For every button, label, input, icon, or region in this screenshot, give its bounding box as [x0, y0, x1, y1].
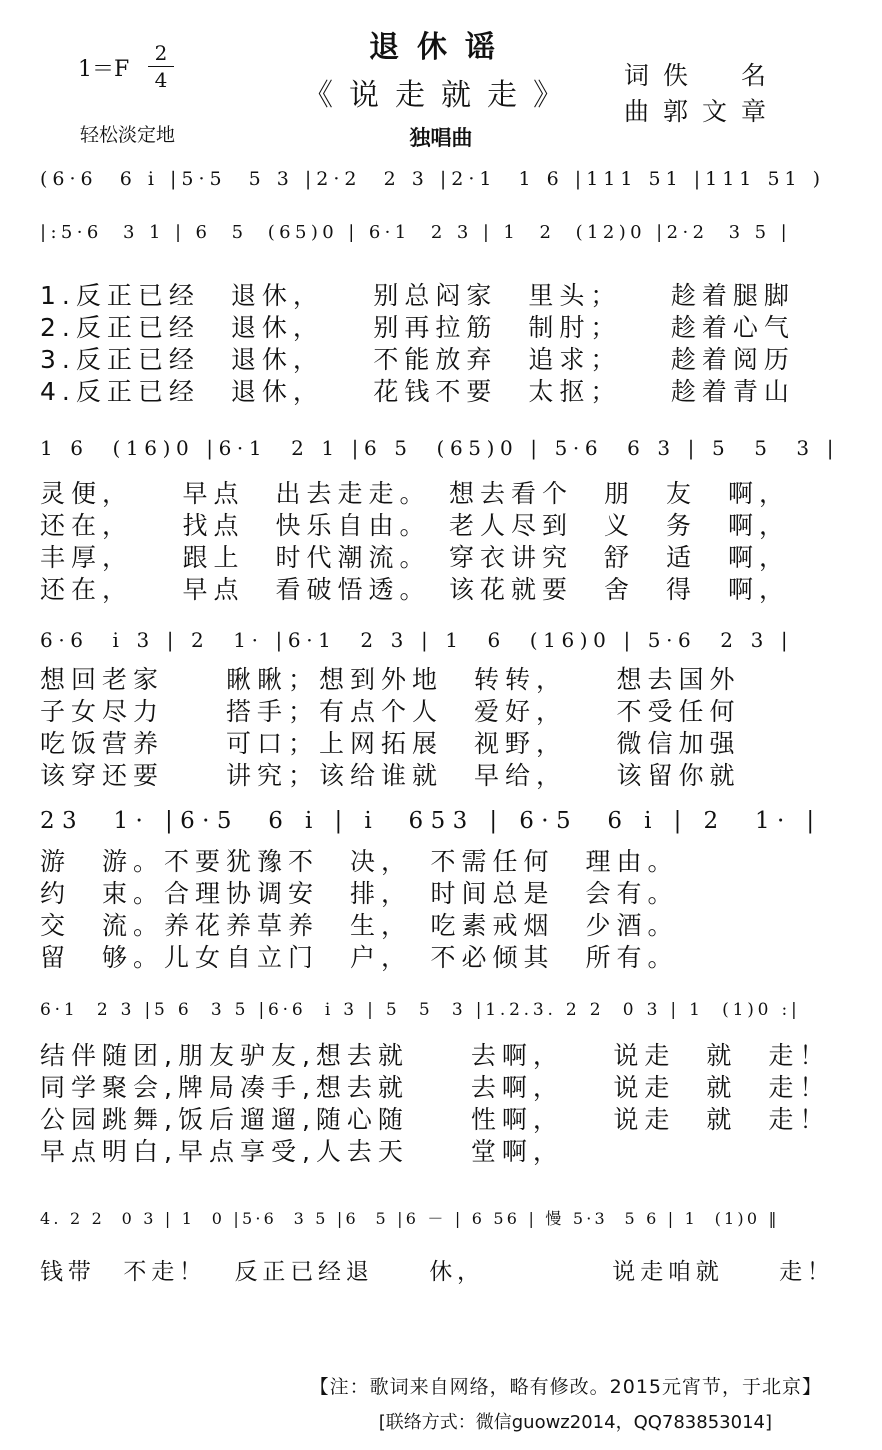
lyrics-block: [40, 478, 845, 606]
tempo-marking: 轻松淡定地: [80, 124, 176, 146]
lyrics-block: [40, 846, 845, 974]
time-signature-top: 2: [154, 41, 168, 65]
song-subtitle: 《说走就走》: [303, 78, 579, 113]
lyrics-block: [40, 280, 845, 408]
notation-line: 4. 2 2 0 3 | 1 0 |5·6 3 5 |6 5 |6 － | 6 56 | 慢 5·3 5 6 | 1 (1)0 ‖: [40, 1209, 780, 1228]
time-signature-bottom: 4: [148, 66, 174, 93]
notation-line: 6·6 i 3 | 2 1· |6·1 2 3 | 1 6 (16)0 | 5·6 2 3 |: [40, 628, 794, 652]
lyric-verse-2: 同学聚会,牌局凑手,想去就 去啊， 说走 就 走！: [40, 1073, 831, 1102]
lyric-verse-3: 吃饭营养 可口；上网拓展 视野， 微信加强: [40, 729, 741, 758]
notation-line: 23 1· |6·5 6 i | i 653 | 6·5 6 i | 2 1· |: [40, 808, 822, 834]
lyric-verse-1: 游 游。不要犹豫不 决， 不需任何 理由。: [40, 847, 679, 876]
notation-line: (6·6 6 i |5·5 5 3 |2·2 2 3 |2·1 1 6 |111 51 |111 51 ): [40, 168, 826, 190]
composer-credit: 曲郭文章: [624, 97, 781, 126]
lyric-verse-2: 2.反正已经 退休， 别再拉筋 制肘； 趁着心气: [40, 313, 795, 342]
lyrics-block: [40, 1040, 845, 1168]
lyric-verse-1: 结伴随团,朋友驴友,想去就 去啊， 说走 就 走！: [40, 1041, 831, 1070]
lyric-verse-4: 早点明白,早点享受,人去天 堂啊，: [40, 1137, 564, 1166]
lyric-verse-2: 子女尽力 搭手；有点个人 爱好， 不受任何: [40, 697, 741, 726]
lyric-verse-3: 丰厚， 跟上 时代潮流。 穿衣讲究 舒 适 啊，: [40, 543, 791, 572]
song-type: 独唱曲: [409, 126, 473, 150]
lyricist-credit: 词佚 名: [624, 61, 781, 90]
lyric-verse-1: 想回老家 瞅瞅；想到外地 转转， 想去国外: [40, 665, 741, 694]
lyric-verse-4: 留 够。儿女自立门 户， 不必倾其 所有。: [40, 943, 679, 972]
lyric-verse-3: 交 流。养花养草养 生， 吃素戒烟 少酒。: [40, 911, 679, 940]
lyric-verse-3: 公园跳舞,饭后遛遛,随心随 性啊， 说走 就 走！: [40, 1105, 831, 1134]
song-title: 退休谣: [369, 30, 513, 65]
lyric-verse-4: 该穿还要 讲究；该给谁就 早给， 该留你就: [40, 761, 741, 790]
notation-line: |:5·6 3 1 | 6 5 (65)0 | 6·1 2 3 | 1 2 (12)0 |2·2 3 5 |: [40, 222, 792, 243]
lyric-verse-4: 还在， 早点 看破悟透。 该花就要 舍 得 啊，: [40, 575, 791, 604]
lyric-verse-1: 1.反正已经 退休， 别总闷家 里头； 趁着腿脚: [40, 281, 795, 310]
time-signature: [148, 40, 174, 93]
lyric-verse-2: 还在， 找点 快乐自由。 老人尽到 义 务 啊，: [40, 511, 791, 540]
lyric-verse-4: 4.反正已经 退休， 花钱不要 太抠； 趁着青山: [40, 377, 795, 406]
notation-line: 1 6 (16)0 |6·1 2 1 |6 5 (65)0 | 5·6 6 3 | 5 5 3 |: [40, 436, 840, 460]
footer-contact: [联络方式：微信guowz2014，QQ783853014]: [378, 1412, 772, 1433]
lyric-verse-final: 钱带 不走！ 反正已经退 休， 说走咱就 走！: [40, 1259, 835, 1285]
lyric-verse-2: 约 束。合理协调安 排， 时间总是 会有。: [40, 879, 679, 908]
footer-note: 【注：歌词来自网络，略有修改。2015元宵节，于北京】: [309, 1376, 822, 1398]
lyrics-block: [40, 664, 845, 792]
lyric-verse-1: 灵便， 早点 出去走走。 想去看个 朋 友 啊，: [40, 479, 791, 508]
lyric-verse-3: 3.反正已经 退休， 不能放弃 追求； 趁着阅历: [40, 345, 795, 374]
notation-line: 6·1 2 3 |5 6 3 5 |6·6 i 3 | 5 5 3 |1.2.3. 2 2 0 3 | 1 (1)0 :|: [40, 1000, 801, 1020]
key-signature: 1＝F: [78, 57, 130, 82]
lyrics-block: [40, 1256, 845, 1288]
